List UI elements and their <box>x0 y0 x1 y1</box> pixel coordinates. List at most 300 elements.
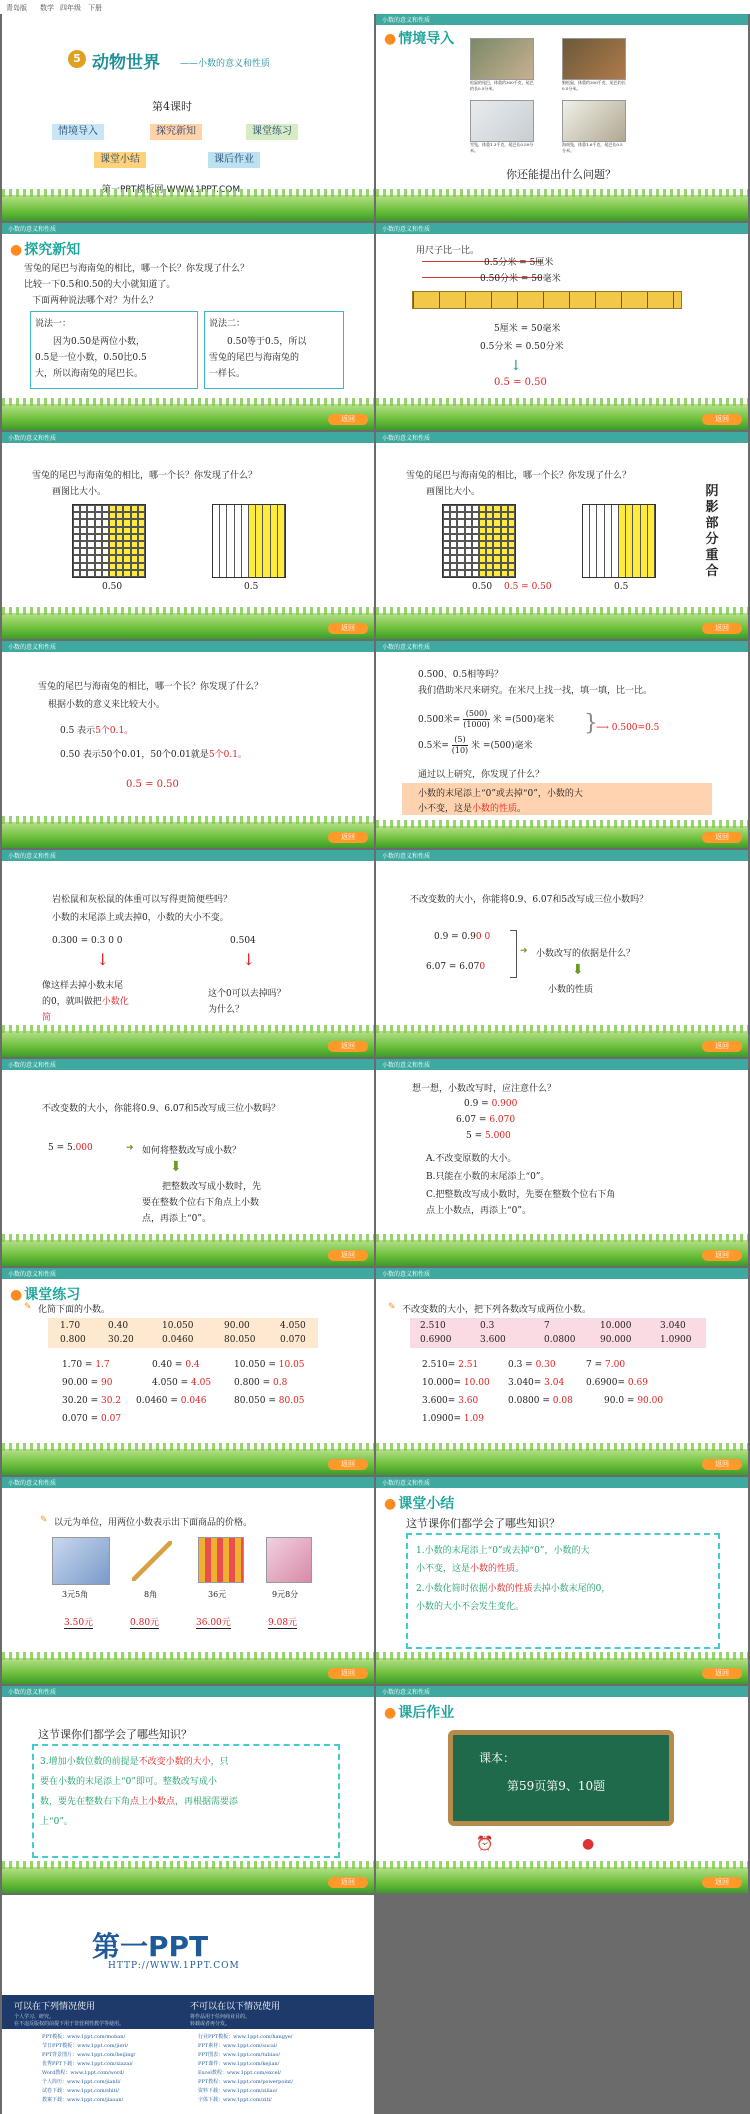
clock-icon: ⏰ <box>476 1836 494 1852</box>
grid-cell <box>450 570 457 577</box>
grid-cell <box>508 563 515 570</box>
strip-cell <box>597 505 604 577</box>
grid-cell <box>123 527 130 534</box>
grid-cell <box>457 519 464 526</box>
slide-header: 小数的意义和性质 <box>2 641 374 652</box>
point-1b: 小不变，这是小数的性质。 <box>416 1564 525 1574</box>
grid-cell <box>493 534 500 541</box>
link[interactable]: 字体下载：www.1ppt.com/ziti/ <box>198 2097 272 2103</box>
grid-cell <box>138 519 145 526</box>
grid-cell <box>73 541 80 548</box>
nav-button-intro[interactable]: 情境导入 <box>52 124 104 140</box>
slide-header: 小数的意义和性质 <box>376 1686 748 1697</box>
grid-cell <box>123 563 130 570</box>
grid-cell <box>102 534 109 541</box>
arrow-right-icon: ➜ <box>520 946 528 956</box>
grid-cell <box>450 512 457 519</box>
grid-cell <box>486 541 493 548</box>
strip-cell <box>633 505 640 577</box>
question: 这节课你们都学会了哪些知识？ <box>38 1728 192 1741</box>
grid-cell <box>465 534 472 541</box>
line-5: 通过以上研究，你发现了什么？ <box>418 770 545 780</box>
grid-cell <box>443 555 450 562</box>
answer: 1.70 = 1.7 <box>62 1360 110 1370</box>
back-button[interactable]: 返回 <box>328 1459 368 1470</box>
example-2: 0.504 <box>230 936 256 946</box>
grid-cell <box>465 541 472 548</box>
grid-cell <box>508 527 515 534</box>
grid-cell <box>508 505 515 512</box>
link[interactable]: 试卷下载：www.1ppt.com/shiti/ <box>42 2088 119 2094</box>
grid-cell <box>486 519 493 526</box>
grid-cell <box>138 563 145 570</box>
question: 以元为单位，用两位小数表示出下面商品的价格。 <box>54 1518 253 1528</box>
price-answer: 3.50元 <box>64 1615 93 1629</box>
slide-header: 小数的意义和性质 <box>376 223 748 234</box>
section-title: ● 课后作业 <box>384 1705 455 1721</box>
back-button[interactable]: 返回 <box>702 1668 742 1679</box>
grass-decoration <box>376 1031 748 1057</box>
grid-cell <box>472 505 479 512</box>
slide-18-homework <box>376 1686 748 1893</box>
how-question: 如何将整数改写成小数？ <box>142 1146 242 1156</box>
grid-cell <box>80 512 87 519</box>
slide-2-intro <box>376 14 748 221</box>
slide-header: 小数的意义和性质 <box>376 1059 748 1070</box>
nav-button-practice[interactable]: 课堂练习 <box>246 124 298 140</box>
slide-13-practice: 小数的意义和性质 ● 课堂练习 ✎ 化简下面的小数。 1.70 0.40 10.050 90.00 4.050 0.800 30.20 0.0460 80.050 0.070 1.70 = 1.7 0.40 = 0.4 10.050 = 10.05 90.00 = 90 4.050 = 4.05 0.800 = 0.8 30.20 = 30.2 0.0460 = 0.046 80.050 = 80.05 0.070 = 0.07 返回 <box>2 1268 374 1475</box>
grid-cell <box>87 555 94 562</box>
strip-cell <box>242 505 249 577</box>
back-button[interactable]: 返回 <box>702 414 742 425</box>
grid-cell <box>486 563 493 570</box>
squirrel-photo <box>470 38 534 80</box>
price-answer: 9.08元 <box>268 1615 297 1629</box>
grid-cell <box>95 555 102 562</box>
grid-cell <box>493 563 500 570</box>
grid-cell <box>80 505 87 512</box>
grid-cell <box>109 541 116 548</box>
back-button[interactable]: 返回 <box>328 1668 368 1679</box>
equation-2: 0.5分米 = 0.50分米 <box>480 342 564 352</box>
link[interactable]: PPT模板：www.1ppt.com/moban/ <box>42 2034 126 2040</box>
grid-cell <box>479 519 486 526</box>
slide-6-overlap <box>376 432 748 639</box>
strip-label: 0.5 <box>244 582 259 592</box>
answer: 3.600= 3.60 <box>422 1396 479 1406</box>
grid-cell <box>95 527 102 534</box>
back-button[interactable]: 返回 <box>702 1041 742 1052</box>
point-2a: 2.小数化简时依据小数的性质去掉小数末尾的0， <box>416 1584 611 1594</box>
link[interactable]: PPT课件：www.1ppt.com/kejian/ <box>198 2061 280 2067</box>
grid-cell <box>116 555 123 562</box>
grid-cell <box>109 548 116 555</box>
caption-3: 雪兔，体重1.3千克，尾巴长0.50分米。 <box>470 142 534 153</box>
grid-cell <box>486 548 493 555</box>
grass-decoration <box>2 822 374 848</box>
topbar-subject: 数学 <box>40 4 54 12</box>
grid-cell <box>493 527 500 534</box>
paw-icon: ● <box>384 31 397 47</box>
slide-10-rewrite <box>376 850 748 1057</box>
strip-cell <box>619 505 626 577</box>
point-b: B.只能在小数的末尾添上“0”。 <box>426 1172 550 1182</box>
link[interactable]: 行业PPT模板：www.1ppt.com/hangye/ <box>198 2034 293 2040</box>
nav-button-summary[interactable]: 课堂小结 <box>94 152 146 168</box>
equation-3: 5 = 5.000 <box>466 1131 511 1141</box>
grid-cell <box>508 512 515 519</box>
link[interactable]: Word教程：www.1ppt.com/word/ <box>42 2070 125 2076</box>
grid-cell <box>102 555 109 562</box>
answer: 0.800 = 0.8 <box>234 1378 288 1388</box>
grid-cell <box>443 512 450 519</box>
back-button[interactable]: 返回 <box>702 832 742 843</box>
question: 这节课你们都学会了哪些知识？ <box>406 1517 560 1530</box>
line-6: 小数的末尾添上“0”或去掉“0”，小数的大 <box>418 789 583 799</box>
pencil-icon: ✎ <box>24 1302 32 1312</box>
grid-cell <box>73 570 80 577</box>
grid-cell <box>116 512 123 519</box>
slide-8-property <box>376 641 748 848</box>
grid-cell <box>116 541 123 548</box>
grid-cell <box>87 563 94 570</box>
grid-cell <box>508 534 515 541</box>
nav-button-homework[interactable]: 课后作业 <box>208 152 260 168</box>
slide-4-ruler <box>376 223 748 430</box>
question-2: 比较一下0.5和0.50的大小就知道了。 <box>24 280 176 290</box>
grid-cell <box>508 548 515 555</box>
grid-cell <box>465 555 472 562</box>
slide-header: 小数的意义和性质 <box>376 1268 748 1279</box>
tenths-strip <box>212 504 286 578</box>
grid-cell <box>501 548 508 555</box>
grid-cell <box>116 570 123 577</box>
example-1: 0.300 = 0.3 0 0 <box>52 936 123 946</box>
grid-cell <box>450 548 457 555</box>
lesson-label: 第4课时 <box>152 100 192 113</box>
grid-cell <box>443 548 450 555</box>
grass-decoration <box>376 1240 748 1266</box>
strip-cell <box>648 505 655 577</box>
answer: 小数的性质 <box>548 985 594 995</box>
tenths-strip <box>582 504 656 578</box>
point-a: A.不改变原数的大小。 <box>426 1154 517 1164</box>
line-1: 0.500、0.5相等吗？ <box>418 670 504 680</box>
slide-15-prices: 小数的意义和性质 ✎ 以元为单位，用两位小数表示出下面商品的价格。 3元5角 8角 36元 9元8分 3.50元 0.80元 36.00元 9.08元 返回 <box>2 1477 374 1684</box>
price-answer: 36.00元 <box>196 1615 231 1629</box>
homework-task: 第59页第9、10题 <box>507 1779 606 1793</box>
back-button[interactable]: 返回 <box>328 1877 368 1888</box>
grid-cell <box>465 505 472 512</box>
doc-topbar <box>0 0 750 14</box>
grid-cell <box>95 512 102 519</box>
grid-cell <box>123 548 130 555</box>
grid-cell <box>109 570 116 577</box>
caption-4: 海南兔，体重1.6千克，尾巴长0.5分米。 <box>562 142 623 153</box>
grid-cell <box>472 519 479 526</box>
answer: 0.3 = 0.30 <box>508 1360 556 1370</box>
grid-cell <box>472 512 479 519</box>
strip-cell <box>605 505 612 577</box>
point-c2: 点上小数点，再添上“0”。 <box>426 1206 531 1216</box>
grid-cell <box>87 570 94 577</box>
back-button[interactable]: 返回 <box>702 1250 742 1261</box>
back-button[interactable]: 返回 <box>328 1041 368 1052</box>
grid-cell <box>123 555 130 562</box>
grid-cell <box>486 505 493 512</box>
grass-decoration <box>376 1449 748 1475</box>
pencil-icon: ✎ <box>388 1302 396 1312</box>
link[interactable]: Excel教程：www.1ppt.com/excel/ <box>198 2070 281 2076</box>
grid-cell <box>138 534 145 541</box>
back-button[interactable]: 返回 <box>702 1877 742 1888</box>
arrow-down-icon: ⬇ <box>572 962 584 978</box>
grid-cell <box>87 527 94 534</box>
grass-decoration <box>376 613 748 639</box>
point-c1: C.把整数改写成小数时，先要在整数个位右下角 <box>426 1190 616 1200</box>
slide-header: 小数的意义和性质 <box>2 1477 374 1488</box>
answer: 0.070 = 0.07 <box>62 1414 122 1424</box>
grid-cell <box>102 505 109 512</box>
grid-cell <box>472 548 479 555</box>
grid-cell <box>73 548 80 555</box>
brace-icon: } <box>584 711 598 736</box>
grid-cell <box>131 563 138 570</box>
grass-decoration <box>2 1449 374 1475</box>
grid-cell <box>457 527 464 534</box>
grid-cell <box>457 555 464 562</box>
link[interactable]: 资料下载：www.1ppt.com/ziliao/ <box>198 2088 278 2094</box>
topbar-brand: 青岛版 <box>6 4 27 12</box>
grid-cell <box>486 555 493 562</box>
grass-decoration <box>2 1240 374 1266</box>
answer-2: 要在整数个位右下角点上小数 <box>142 1198 260 1208</box>
opinion-box-2: 说法二： 0.50等于0.5，所以 雪兔的尾巴与海南兔的 一样长。 <box>204 311 344 389</box>
paw-icon: ● <box>384 1496 397 1512</box>
slide-header: 小数的意义和性质 <box>2 850 374 861</box>
pencil-image <box>132 1541 172 1581</box>
grass-decoration <box>376 404 748 430</box>
grid-cell <box>450 519 457 526</box>
grid-cell <box>95 519 102 526</box>
link[interactable]: PPT背景图片：www.1ppt.com/beijing/ <box>42 2052 136 2058</box>
grid-cell <box>501 505 508 512</box>
paw-icon: ● <box>384 1705 397 1721</box>
brand-url[interactable]: HTTP://WWW.1PPT.COM <box>108 1961 240 1971</box>
heading: 想一想，小数改写时，应注意什么？ <box>412 1084 557 1094</box>
grid-cell <box>109 527 116 534</box>
grid-cell <box>116 527 123 534</box>
point-3a: 3.增加小数位数的前提是不改变小数的大小，只 <box>40 1757 229 1767</box>
link[interactable]: 个人简历：www.1ppt.com/jianli/ <box>42 2079 121 2085</box>
grid-cell <box>95 505 102 512</box>
question-2: 小数的末尾添上或去掉0，小数的大小不变。 <box>52 913 229 923</box>
answer: 0.40 = 0.4 <box>152 1360 200 1370</box>
grid-cell <box>102 563 109 570</box>
grid-cell <box>479 512 486 519</box>
grid-cell <box>457 512 464 519</box>
grid-cell <box>479 534 486 541</box>
statement-2: 0.50 表示50个0.01，50个0.01就是5个0.1。 <box>60 750 247 760</box>
slide-header: 小数的意义和性质 <box>2 1268 374 1279</box>
answer: 0.6900= 0.69 <box>586 1378 648 1388</box>
back-button[interactable]: 返回 <box>328 1250 368 1261</box>
ruler-eq-2: 0.50分米 = 50毫米 <box>480 274 561 284</box>
grid-cell <box>131 548 138 555</box>
price-answer: 0.80元 <box>130 1615 159 1629</box>
grid-cell <box>486 512 493 519</box>
strip-cell <box>278 505 285 577</box>
grid-cell <box>80 570 87 577</box>
grid-cell <box>80 519 87 526</box>
pencil-icon: ✎ <box>40 1515 48 1525</box>
equation-2: 6.07 = 6.070 <box>456 1115 516 1125</box>
grid-cell <box>95 541 102 548</box>
bracket <box>510 930 517 978</box>
grid-cell <box>109 563 116 570</box>
question-1: 岩松鼠和灰松鼠的体重可以写得更简便些吗？ <box>52 895 233 905</box>
grid-cell <box>138 548 145 555</box>
point-1a: 1.小数的末尾添上“0”或去掉“0”，小数的大 <box>416 1546 590 1556</box>
point-3c: 数，要先在整数右下角点上小数点，再根据需要添 <box>40 1797 239 1807</box>
question: 不改变数的大小，把下列各数改写成两位小数。 <box>402 1305 592 1315</box>
arrow-down-icon: ↓ <box>242 950 256 969</box>
grid-cell <box>493 512 500 519</box>
strip-cell <box>227 505 234 577</box>
grid-cell <box>486 570 493 577</box>
link[interactable]: 教案下载：www.1ppt.com/jiaoan/ <box>42 2097 124 2103</box>
brand-logo: 第一PPT <box>92 1930 209 1963</box>
grid-cell <box>501 570 508 577</box>
grid-cell <box>493 555 500 562</box>
grid-cell <box>465 527 472 534</box>
slide-title: 动物世界 <box>92 53 160 73</box>
snow-hare-photo <box>470 100 534 142</box>
question: 不改变数的大小，你能将0.9、6.07和5改写成三位小数吗？ <box>410 895 649 905</box>
back-button[interactable]: 返回 <box>328 832 368 843</box>
link[interactable]: PPT教程：www.1ppt.com/powerpoint/ <box>198 2079 293 2085</box>
grid-cell <box>486 527 493 534</box>
answer-1: 把整数改写成小数时，先 <box>162 1182 262 1192</box>
grid-cell <box>443 527 450 534</box>
grid-cell <box>501 563 508 570</box>
answer: 0.0460 = 0.046 <box>136 1396 207 1406</box>
strip-cell <box>641 505 648 577</box>
back-button[interactable]: 返回 <box>702 623 742 634</box>
result-equality: ⟶ 0.500=0.5 <box>596 723 660 733</box>
grid-cell <box>493 519 500 526</box>
grid-cell <box>501 534 508 541</box>
answer: 0.0800 = 0.08 <box>508 1396 573 1406</box>
nav-button-explore[interactable]: 探究新知 <box>150 124 202 140</box>
grid-cell <box>116 534 123 541</box>
grass-decoration <box>376 826 748 848</box>
line-7: 小不变，这是小数的性质。 <box>418 804 527 814</box>
equality-label: 0.5 = 0.50 <box>504 582 552 592</box>
grid-cell <box>472 534 479 541</box>
grid-cell <box>80 555 87 562</box>
hundred-grid <box>72 504 146 578</box>
grey-squirrel-photo <box>562 38 626 80</box>
grid-cell <box>493 570 500 577</box>
link[interactable]: 节日PPT模板：www.1ppt.com/jieri/ <box>42 2043 129 2049</box>
link[interactable]: PPT素材：www.1ppt.com/sucai/ <box>198 2043 278 2049</box>
link[interactable]: 优秀PPT下载：www.1ppt.com/xiazai/ <box>42 2061 133 2067</box>
strip-label: 0.5 <box>614 582 629 592</box>
topbar-term: 下册 <box>88 4 102 12</box>
grid-cell <box>131 534 138 541</box>
grid-cell <box>80 541 87 548</box>
strip-cell <box>220 505 227 577</box>
grid-cell <box>131 512 138 519</box>
summary-box <box>32 1744 340 1858</box>
slide-16-summary <box>376 1477 748 1684</box>
grass-decoration <box>2 404 374 430</box>
grid-cell <box>95 563 102 570</box>
grid-cell <box>102 519 109 526</box>
grid-cell <box>479 548 486 555</box>
grid-cell <box>131 570 138 577</box>
grid-cell <box>508 519 515 526</box>
ruler-eq-1: 0.5分米 = 5厘米 <box>484 258 554 268</box>
back-button[interactable]: 返回 <box>328 623 368 634</box>
grass-decoration <box>2 1031 374 1057</box>
note-1b: 的0，就叫做把小数化 <box>42 997 129 1007</box>
grid-cell <box>131 541 138 548</box>
note-1a: 像这样去掉小数末尾 <box>42 981 124 991</box>
back-button[interactable]: 返回 <box>702 1459 742 1470</box>
point-3b: 要在小数的末尾添上“0”即可。整数改写成小 <box>40 1777 217 1787</box>
ad-slide <box>2 1895 374 2114</box>
answer: 10.050 = 10.05 <box>234 1360 305 1370</box>
grid-cell <box>457 505 464 512</box>
grid-cell <box>95 548 102 555</box>
grid-cell <box>479 563 486 570</box>
grid-cell <box>131 555 138 562</box>
grid-cell <box>138 541 145 548</box>
ad-footer: 可以在下列情况使用 不可以在以下情况使用 个人学习、研究。 在不违反版权的前提下用于非营利性教学等使用。 将作品用于任何商业目的。 转载或者再分发。 PPT模板：www.1ppt.com/moban/ 节日PPT模板：www.1ppt.com/jieri/ PPT背景图片：www.1ppt.com/beijing/ 优秀PPT下载：www.1ppt.com/xiazai/ Word教程：www.1ppt.com/word/ 个人简历：www.1ppt.com/jianli/ 试卷下载：www.1ppt.com/shiti/ 教案下载：www.1ppt.com/jiaoan/ 行业PPT模板：www.1ppt.com/hangye/ PPT素材：www.1ppt.com/sucai/ PPT图表：www.1ppt.com/tubiao/ PPT课件：www.1ppt.com/kejian/ Excel教程：www.1ppt.com/excel/ PPT教程：www.1ppt.com/powerpoint/ 资料下载：www.1ppt.com/ziliao/ 字体下载：www.1ppt.com/ziti/ <box>2 1995 374 2114</box>
grid-cell <box>109 519 116 526</box>
grid-cell <box>508 555 515 562</box>
grid-cell <box>457 534 464 541</box>
grass-decoration <box>2 1867 374 1893</box>
grass-decoration <box>2 613 374 639</box>
grid-cell <box>465 570 472 577</box>
grid-cell <box>457 563 464 570</box>
grid-cell <box>138 505 145 512</box>
grid-label: 0.50 <box>472 582 493 592</box>
grid-cell <box>123 570 130 577</box>
arrow-right-icon: ➜ <box>126 1143 134 1153</box>
book-image <box>266 1537 312 1583</box>
grass-decoration <box>2 1658 374 1684</box>
grid-cell <box>116 548 123 555</box>
grid-cell <box>102 541 109 548</box>
grid-cell <box>443 570 450 577</box>
back-button[interactable]: 返回 <box>328 414 368 425</box>
grass-decoration <box>376 1658 748 1684</box>
grid-cell <box>479 505 486 512</box>
unit-badge: 5 <box>68 50 86 68</box>
note-2a: 这个0可以去掉吗？ <box>208 989 286 999</box>
link[interactable]: PPT图表：www.1ppt.com/tubiao/ <box>198 2052 281 2058</box>
grid-cell <box>87 519 94 526</box>
grid-cell <box>123 534 130 541</box>
hainan-rabbit-photo <box>562 100 626 142</box>
grid-cell <box>116 519 123 526</box>
basis-question: 小数改写的依据是什么？ <box>536 949 636 959</box>
strip-cell <box>626 505 633 577</box>
